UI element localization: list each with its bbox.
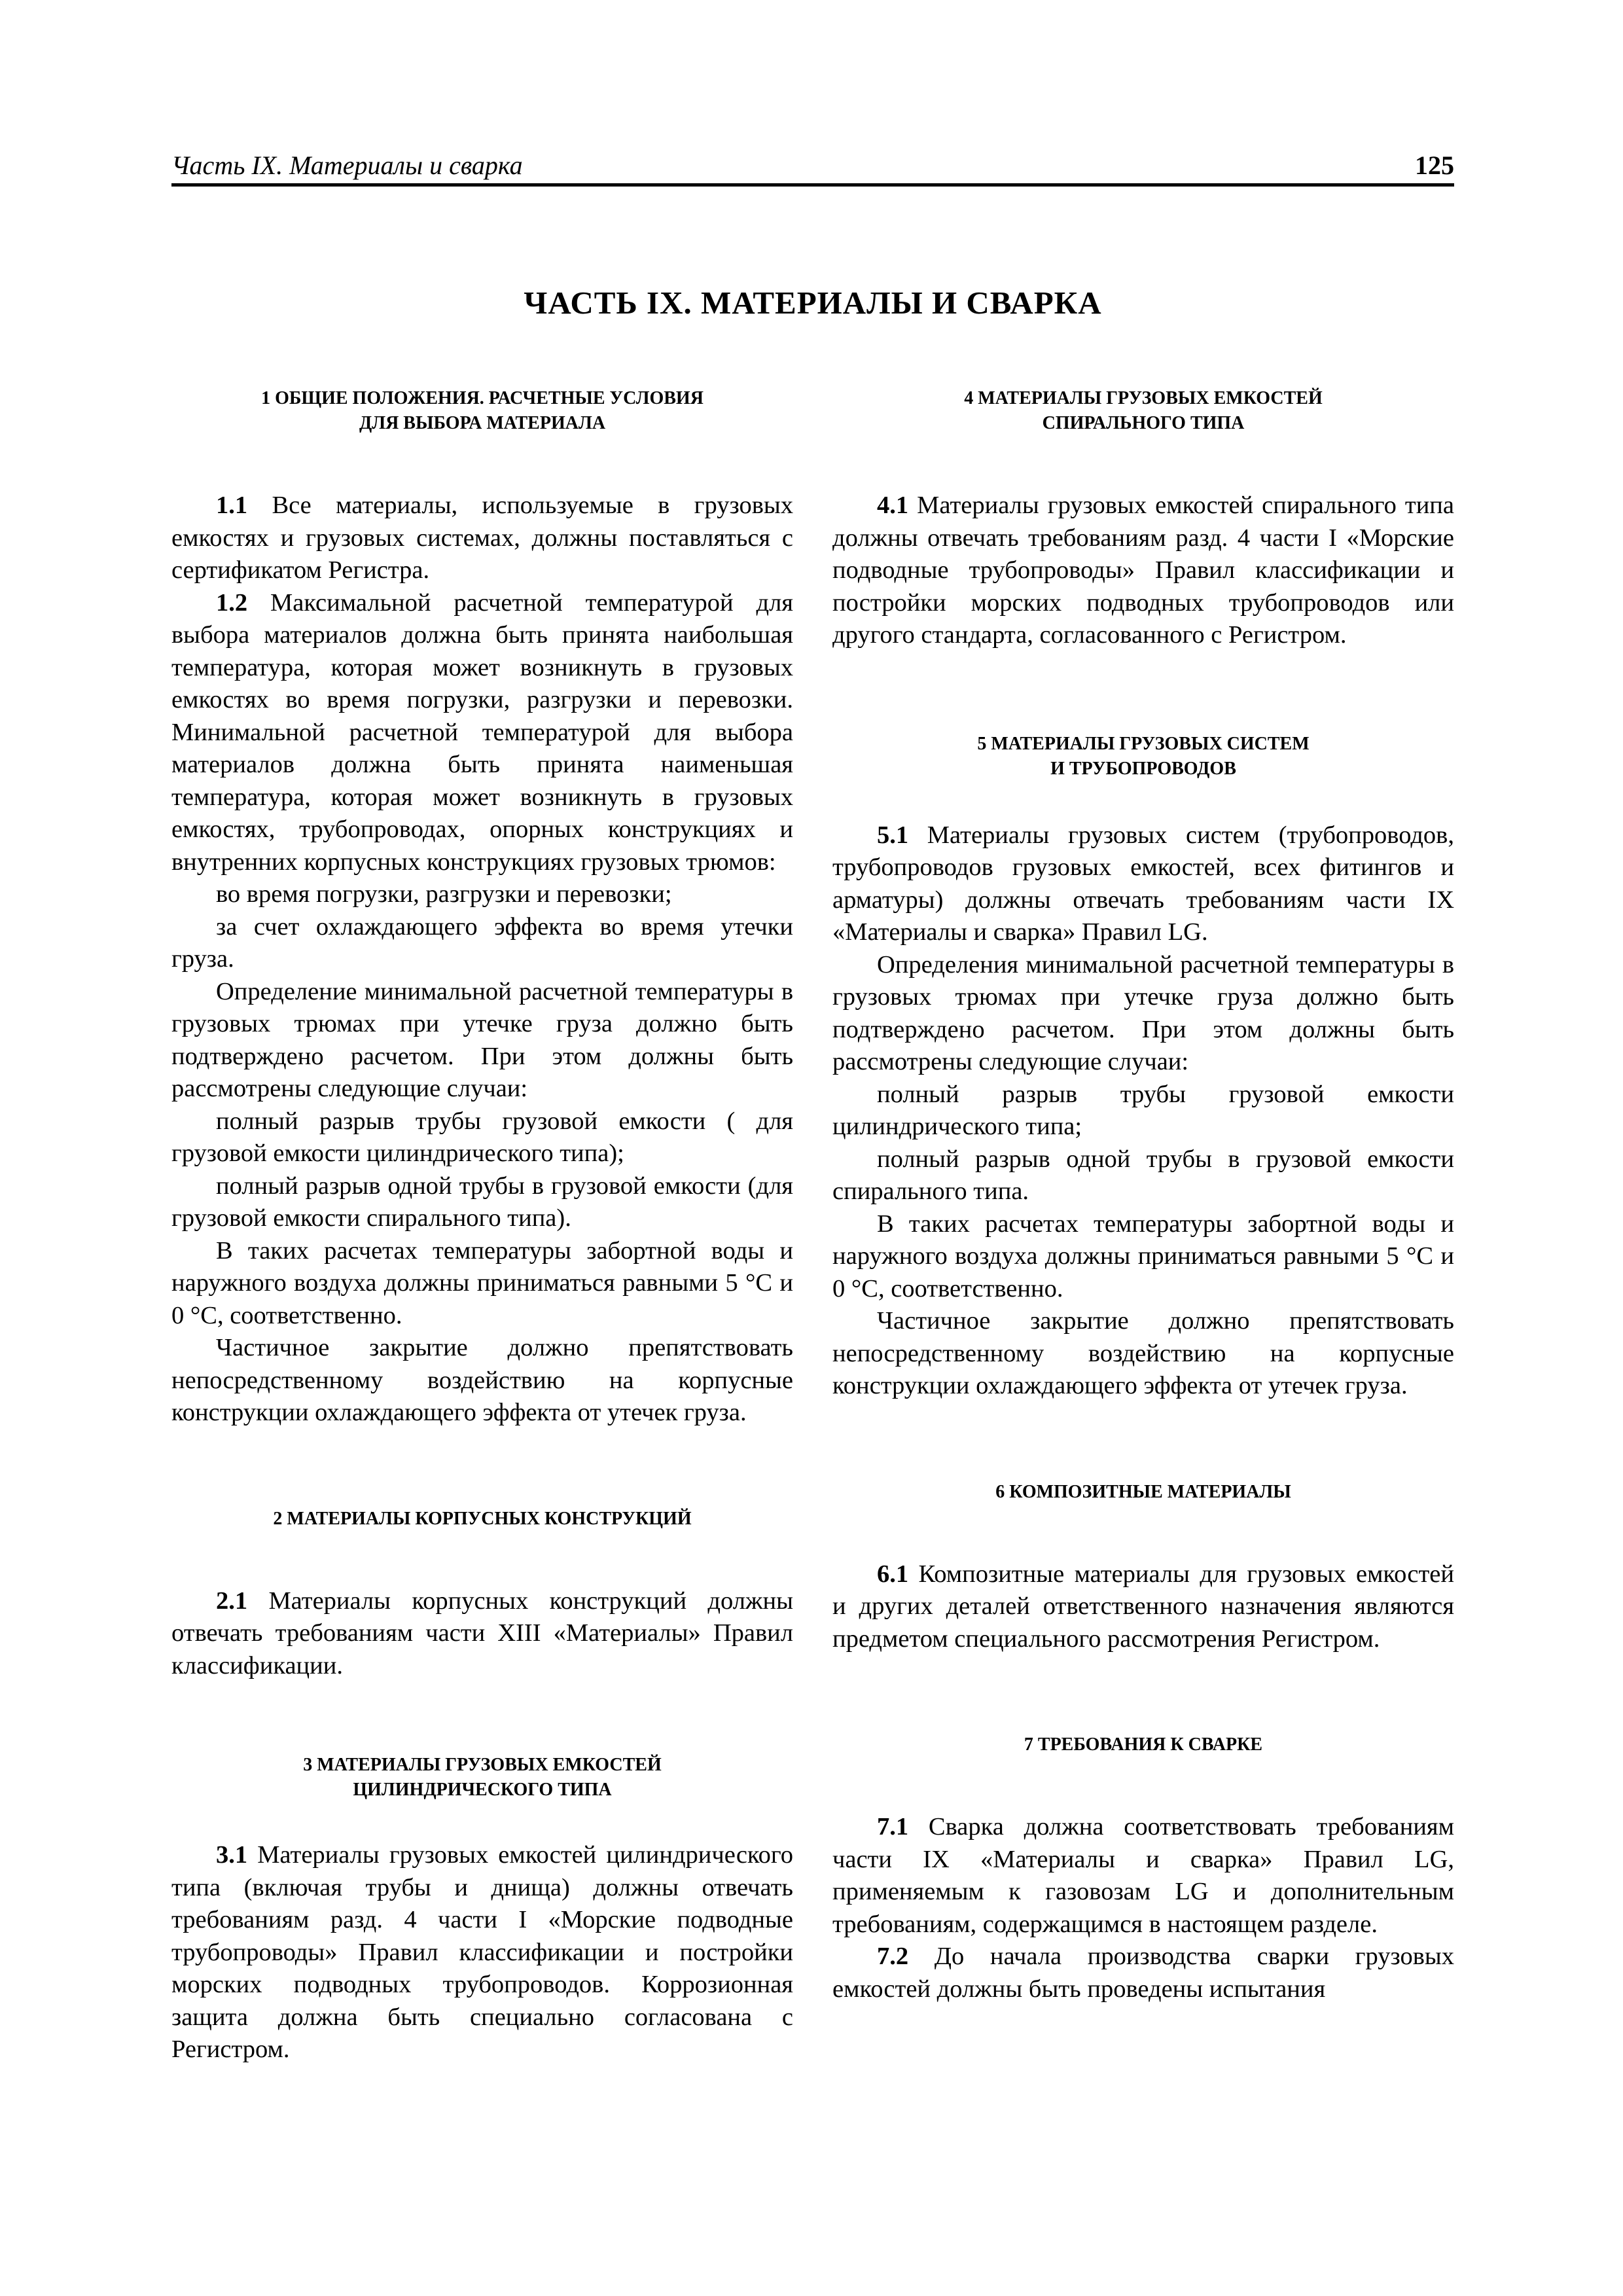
paragraph-text: Материалы грузовых емкостей спирального типа должны отвечать требованиям разд. 4 части I «Морские подводные трубопроводы» Правил классификации и постройки морских подводных трубопроводов или другого стандарта, согласованного с Регистром. [832,492,1454,649]
section-1-heading-line-1: 1 ОБЩИЕ ПОЛОЖЕНИЯ. РАСЧЕТНЫЕ УСЛОВИЯ [261,388,704,408]
section-3-heading-line-1: 3 МАТЕРИАЛЫ ГРУЗОВЫХ ЕМКОСТЕЙ [303,1755,662,1775]
clause-number: 1.2 [216,588,248,617]
page-number: 125 [1415,151,1454,180]
paragraph: полный разрыв одной трубы в грузовой емкости (для грузовой емкости спирального типа). [171,1172,793,1232]
paragraph-1-1 [171,490,793,587]
section-4-heading-line-2: СПИРАЛЬНОГО ТИПА [1042,413,1245,433]
paragraph-4-1 [832,490,1454,652]
section-3-heading-line-2: ЦИЛИНДРИЧЕСКОГО ТИПА [353,1780,612,1800]
paragraph: полный разрыв трубы грузовой емкости ( для грузовой емкости цилиндрического типа); [171,1107,793,1167]
running-title: Часть IX. Материалы и сварка [171,151,523,180]
clause-number: 5.1 [877,821,909,849]
paragraph-1-2 [171,587,793,879]
clause-number: 1.1 [216,492,248,519]
section-4-heading [832,386,1454,436]
section-6-heading: 6 КОМПОЗИТНЫЕ МАТЕРИАЛЫ [995,1481,1291,1502]
section-5-heading-line-2: И ТРУБОПРОВОДОВ [1050,758,1236,779]
paragraph-text: Материалы корпусных конструкций должны отвечать требованиям части XIII «Материалы» Правил классификации. [171,1587,793,1679]
paragraph-text: Максимальной расчетной температурой для выбора материалов должна быть принята наибольшая температура, которая может возникнуть в грузовых емкостях во время погрузки, разгрузки и перевозки. Минимальной расчетной температурой для выбора материалов должна быть принята наименьшая температура, которая может возникнуть в грузовых емкостях, трубопроводах, опорных конструкциях и внутренних корпусных конструкциях грузовых трюмов: [171,588,793,876]
section-4-heading-line-1: 4 МАТЕРИАЛЫ ГРУЗОВЫХ ЕМКОСТЕЙ [964,388,1323,408]
paragraph: Частичное закрытие должно препятствовать непосредственному воздействию на корпусные конструкции охлаждающего эффекта от утечек груза. [171,1334,793,1426]
clause-number: 7.1 [877,1813,909,1840]
right-column [832,386,1454,2005]
paragraph: Определение минимальной расчетной температуры в грузовых трюмах при утечке груза должно быть подтверждено расчетом. При этом должны быть рассмотрены следующие случаи: [171,977,793,1102]
paragraph-2-1 [171,1585,793,1683]
section-1-heading-line-2: ДЛЯ ВЫБОРА МАТЕРИАЛА [359,413,606,433]
paragraph: полный разрыв трубы грузовой емкости цилиндрического типа; [832,1080,1454,1140]
paragraph-text: До начала производства сварки грузовых емкостей должны быть проведены испытания [832,1943,1454,2003]
paragraph: полный разрыв одной трубы в грузовой емкости спирального типа. [832,1145,1454,1205]
clause-number: 2.1 [216,1587,248,1615]
section-7-heading: 7 ТРЕБОВАНИЯ К СВАРКЕ [1024,1734,1263,1755]
paragraph-7-2 [832,1941,1454,2005]
section-1-heading [171,386,793,436]
paragraph: В таких расчетах температуры забортной воды и наружного воздуха должны приниматься равными 5 °C и 0 °C, соответственно. [832,1210,1454,1302]
paragraph-5-1 [832,819,1454,949]
section-5-heading [832,732,1454,781]
paragraph: во время погрузки, разгрузки и перевозки; [216,880,672,908]
paragraph: за счет охлаждающего эффекта во время утечки груза. [171,912,793,973]
paragraph-3-1 [171,1839,793,2066]
part-title: ЧАСТЬ IX. МАТЕРИАЛЫ И СВАРКА [524,285,1102,321]
clause-number: 3.1 [216,1841,248,1869]
clause-number: 7.2 [877,1943,909,1970]
section-2-heading: 2 МАТЕРИАЛЫ КОРПУСНЫХ КОНСТРУКЦИЙ [273,1508,692,1529]
section-5-heading-line-1: 5 МАТЕРИАЛЫ ГРУЗОВЫХ СИСТЕМ [977,733,1310,754]
paragraph-text: Материалы грузовых емкостей цилиндрического типа (включая трубы и днища) должны отвечать требованиям разд. 4 части I «Морские подводные трубопроводы» Правил классификации и постройки морских подводных трубопроводов. Коррозионная защита должна быть специально согласована с Регистром. [171,1841,793,2063]
left-column [171,386,793,2066]
paragraph: Определения минимальной расчетной температуры в грузовых трюмах при утечке груза должно быть подтверждено расчетом. При этом должны быть рассмотрены следующие случаи: [832,950,1454,1075]
paragraph-7-1 [832,1811,1454,1941]
clause-number: 6.1 [877,1560,909,1588]
paragraph: Частичное закрытие должно препятствовать непосредственному воздействию на корпусные конструкции охлаждающего эффекта от утечек груза. [832,1307,1454,1399]
paragraph-text: Сварка должна соответствовать требованиям части IX «Материалы и сварка» Правил LG, применяемым к газовозам LG и дополнительным требованиям, содержащимся в настоящем разделе. [832,1813,1454,1938]
paragraph-6-1 [832,1558,1454,1656]
paragraph: В таких расчетах температуры забортной воды и наружного воздуха должны приниматься равными 5 °C и 0 °C, соответственно. [171,1236,793,1329]
running-header [171,145,1454,187]
paragraph-text: Все материалы, используемые в грузовых емкостях и грузовых системах, должны поставляться с сертификатом Регистра. [171,492,793,584]
section-3-heading [171,1753,793,1803]
paragraph-text: Композитные материалы для грузовых емкостей и других деталей ответственного назначения являются предметом специального рассмотрения Регистром. [832,1560,1454,1653]
paragraph-text: Материалы грузовых систем (трубопроводов, трубопроводов грузовых емкостей, всех фитингов и арматуры) должны отвечать требованиям части IX «Материалы и сварка» Правил LG. [832,821,1454,946]
clause-number: 4.1 [877,492,909,519]
